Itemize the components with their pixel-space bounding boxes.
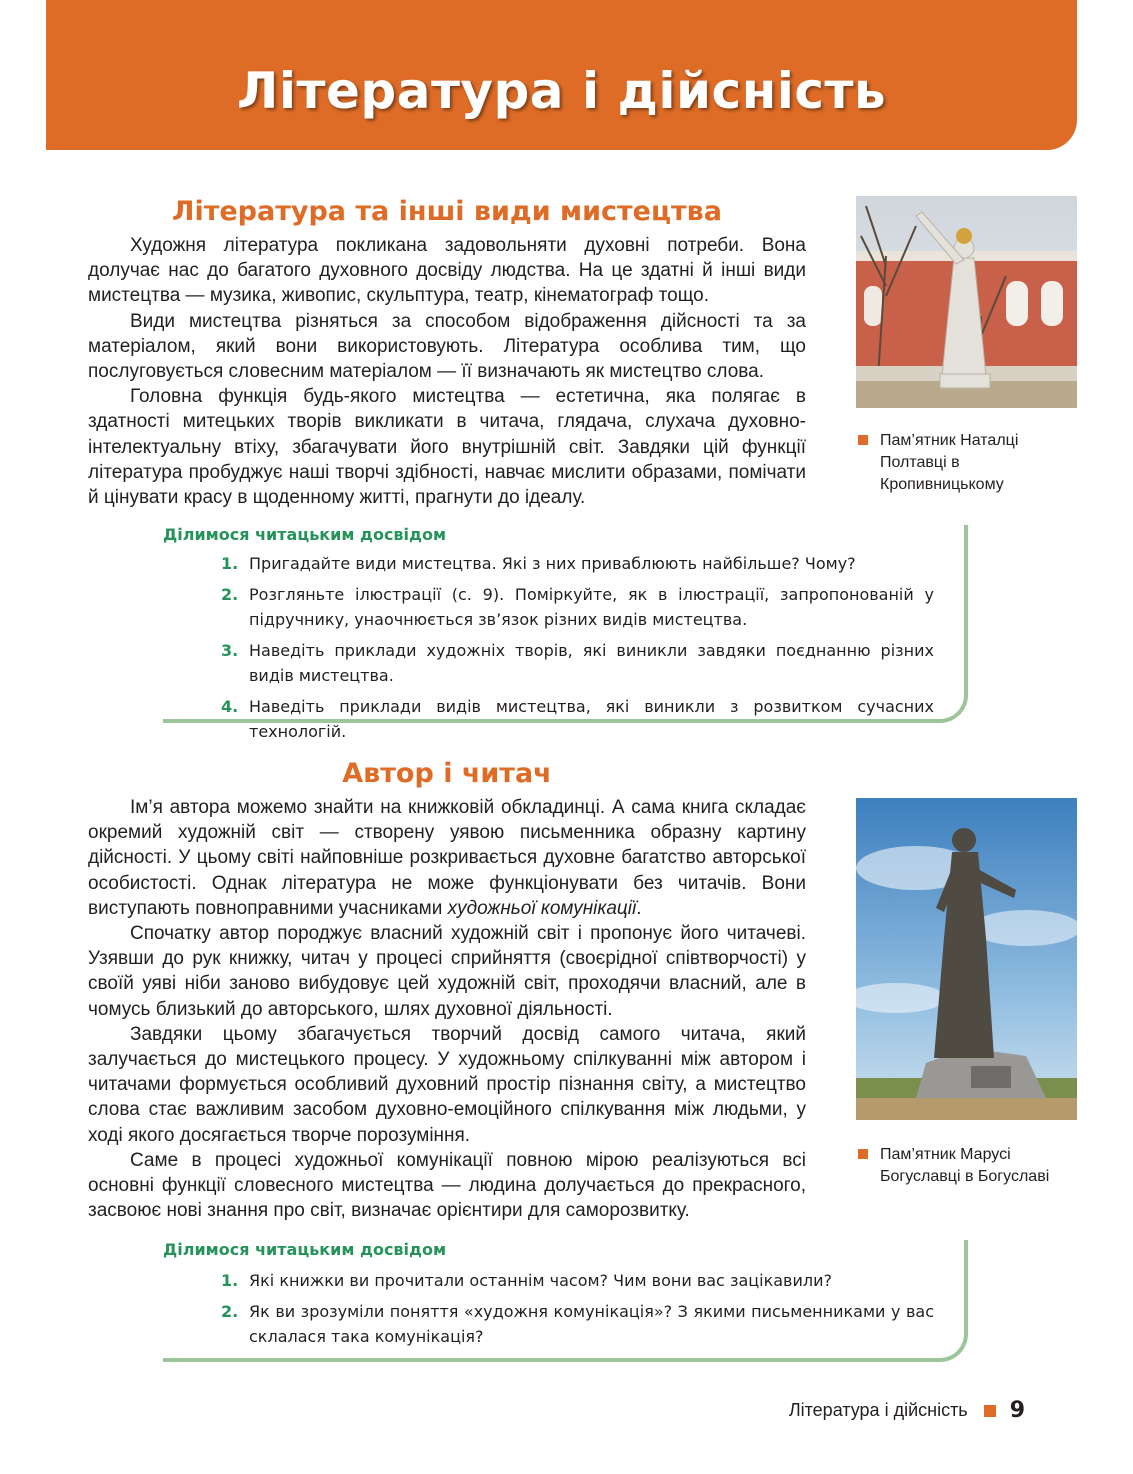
question-item [221,1299,934,1350]
question-text: Які книжки ви прочитали останнім часом? Чим вони вас зацікавили? [249,1271,832,1290]
photo-marusia-bohuslavka-monument [856,798,1077,1120]
paragraph: Ім’я автора можемо знайти на книжковій обкладинці. А сама книга складає окремий художній світ — створену уявою письменника образну картину дійсності. У цьому світі найповніше розкривається духовне багатство авторської особистості. Однак література не може функціонувати без читачів. Вони виступають повноправними учасниками художньої комунікації. [88,797,806,919]
paragraph: Завдяки цьому збагачується творчий досвід самого читача, який залучається до мистецького процесу. У художньому спілкуванні між автором і читачами формується особливий духовний простір пізнання світу, а мистецтво слова стає важливим засобом духовно-емоційного спілкування між людьми, у ході якого досягається творче порозуміння. [88,1023,806,1146]
chapter-title: Література і дійсність [236,62,887,120]
question-item [221,1268,934,1294]
box-heading: Ділимося читацьким досвідом [163,1240,447,1259]
question-number: 1. [221,1271,239,1290]
running-title: Література і дійсність [788,1400,968,1420]
question-text: Наведіть приклади художніх творів, які виникли завдяки поєднанню різних видів мистецтва. [249,640,934,685]
question-number: 4. [221,696,239,716]
box-heading: Ділимося читацьким досвідом [163,525,447,544]
question-number: 3. [221,640,239,660]
question-list [221,551,934,750]
question-number: 2. [221,584,239,604]
question-item [221,638,934,689]
paragraph: Види мистецтва різняться за способом відображення дійсності та за матеріалом, який вони використовують. Література особлива тим, що послуговується словесним матеріалом — її визначають як мистецтво слова. [88,310,806,383]
paragraph: Головна функція будь-якого мистецтва — естетична, яка полягає в здатності митецьких творів викликати в читача, глядача, слухача духовно-інтелектуальну втіху, збагачувати його внутрішній світ. Завдяки цій функції література пробуджує наші творчі здібності, навчає мислити образами, помічати й цінувати красу в щоденному житті, прагнути до ідеалу. [88,386,806,509]
chapter-banner [46,0,1077,150]
paragraph: Саме в процесі художньої комунікації повною мірою реалізуються всі основні функції словесного мистецтва — людина долучається до прекрасного, засвоює нові знання про світ, визначає орієнтири для саморозвитку. [88,1149,806,1222]
page-number: 9 [1009,1398,1025,1423]
caption-text: Пам’ятник Марусі Богуславці в Богуславі [880,1146,1050,1185]
question-text: Наведіть приклади видів мистецтва, які виникли з розвитком сучасних технологій. [249,696,934,741]
question-number: 1. [221,554,239,573]
question-list [221,1268,934,1355]
photo-natalka-poltavka-monument [856,196,1077,408]
section-title-author-reader: Автор і читач [342,758,552,789]
reading-experience-box-1 [163,525,968,741]
footer-square-icon [984,1405,996,1417]
caption-text: Пам’ятник Наталці Полтавці в Кропивницькому [880,432,1019,493]
question-item [221,694,934,745]
question-text: Як ви зрозуміли поняття «художня комунікація»? З якими письменниками у вас склалася така комунікація? [249,1301,934,1346]
section2-body [88,795,806,1223]
question-text: Розгляньте ілюстрації (с. 9). Поміркуйте, як в ілюстрації, запропонованій у підручнику, унаочнюється зв’язок різних видів мистецтва. [249,584,934,629]
question-text: Пригадайте види мистецтва. Які з них приваблюють найбільше? Чому? [249,554,856,573]
question-number: 2. [221,1301,239,1321]
reading-experience-box-2 [163,1240,968,1362]
caption-bullet [858,1149,868,1159]
emphasis-term: художньої комунікації [447,897,637,919]
section1-body [88,233,806,510]
question-item [221,582,934,633]
caption-bullet [858,435,868,445]
question-item [221,551,934,577]
page-footer [789,1398,1025,1423]
paragraph: Спочатку автор породжує власний художній світ і пропонує його читачеві. Узявши до рук книжку, читач у процесі сприйняття (своєрідної співтворчості) у своїй уяві ніби заново вибудовує цей художній світ, проходячи власний, але в чомусь близький до авторського, шлях духовної діяльності. [88,923,806,1020]
photo-caption-2 [858,1144,1068,1188]
section-title-literature-arts: Література та інші види мистецтва [172,196,722,227]
paragraph: Художня література покликана задовольняти духовні потреби. Вона долучає нас до багатого духовного досвіду людства. На це здатні й інші види мистецтва — музика, живопис, скульптура, театр, кінематограф тощо. [88,235,806,307]
photo-caption-1 [858,430,1068,496]
